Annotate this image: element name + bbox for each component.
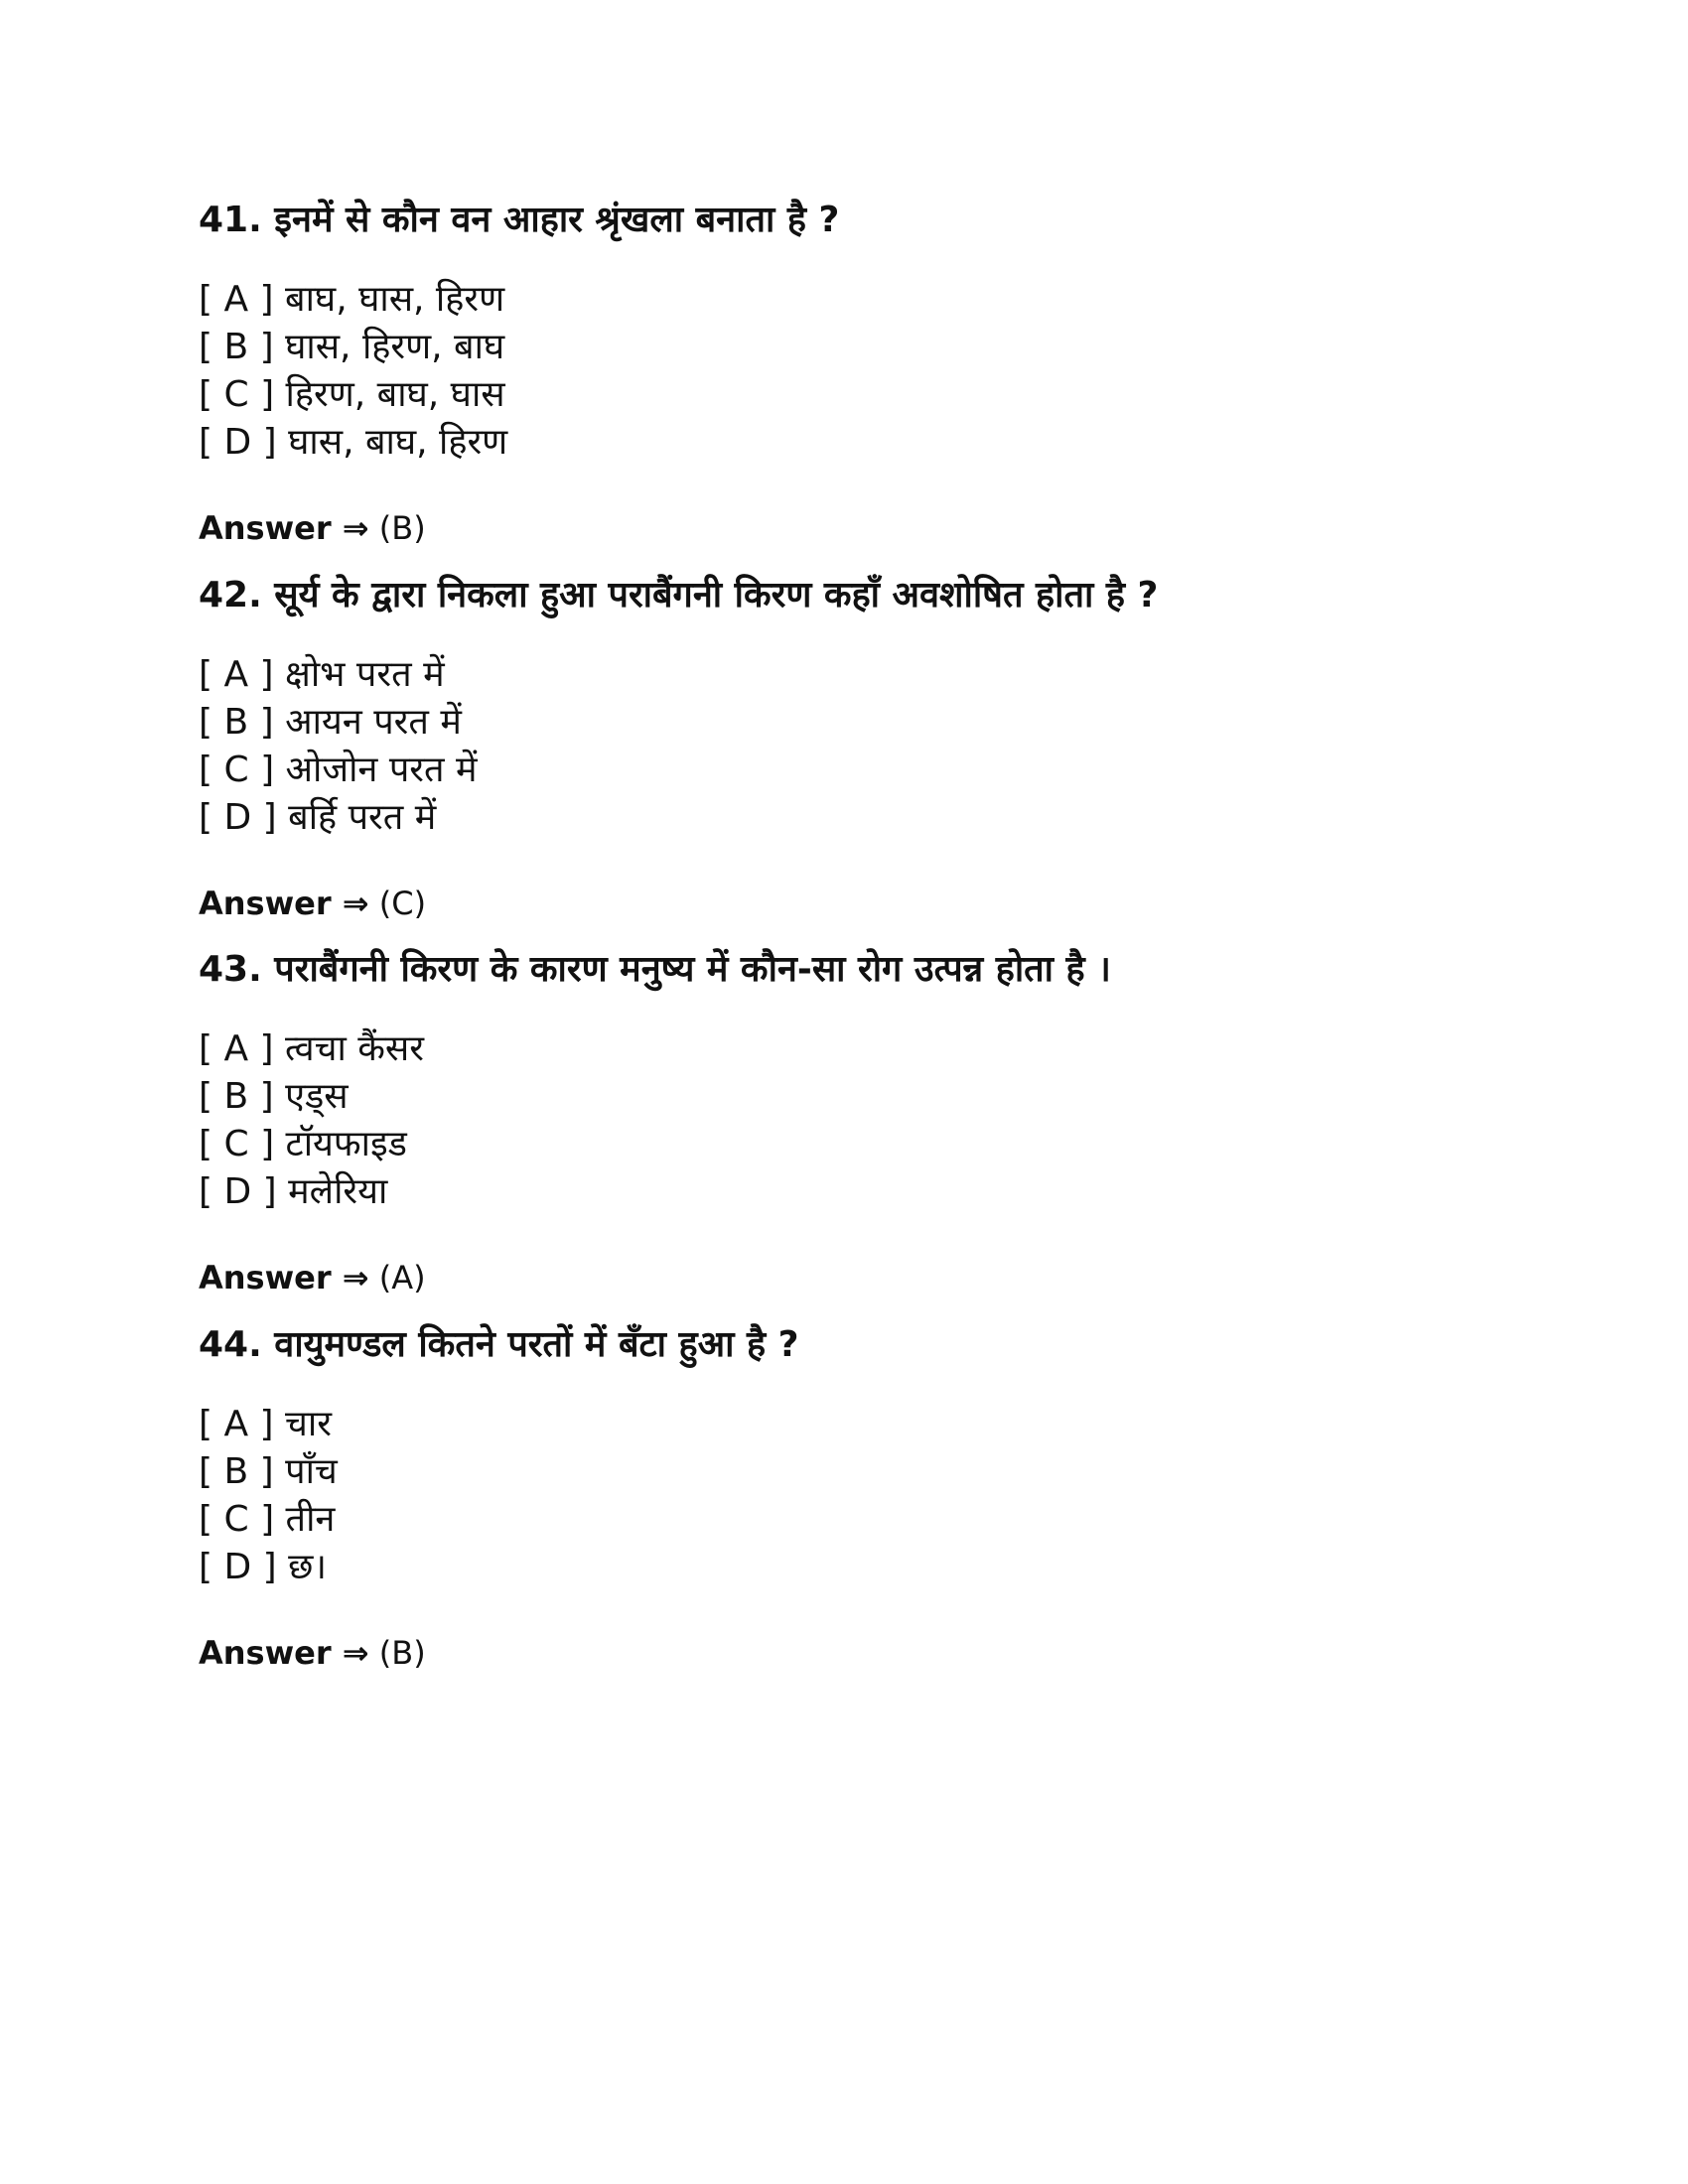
option-d: [ D ] छ।: [199, 1547, 328, 1587]
question-title: 43. पराबैंगनी किरण के कारण मनुष्य में कौन-सा रोग उत्पन्न होता है ।: [199, 949, 1111, 990]
option-c: [ C ] ओजोन परत में: [199, 750, 478, 790]
question-block-44: [199, 1323, 1589, 1673]
option-d: [ D ] घास, बाघ, हिरण: [199, 422, 508, 463]
answer-label: Answer ⇒: [199, 1259, 369, 1297]
question-title: 44. वायुमण्डल कितने परतों में बँटा हुआ है ?: [199, 1324, 799, 1365]
question-title: 41. इनमें से कौन वन आहार श्रृंखला बनाता है ?: [199, 200, 840, 240]
option-a: [ A ] बाघ, घास, हिरण: [199, 279, 505, 320]
option-b: [ B ] आयन परत में: [199, 702, 462, 743]
options-list: [199, 1025, 1589, 1216]
option-a: [ A ] क्षोभ परत में: [199, 654, 445, 695]
answer-line: [199, 1258, 1589, 1297]
question-title: 42. सूर्य के द्वारा निकला हुआ पराबैंगनी किरण कहाँ अवशोषित होता है ?: [199, 575, 1159, 615]
option-c: [ C ] टॉयफाइड: [199, 1124, 407, 1164]
option-a: [ A ] त्वचा कैंसर: [199, 1028, 424, 1069]
option-b: [ B ] घास, हिरण, बाघ: [199, 327, 505, 367]
options-list: [199, 651, 1589, 842]
options-list: [199, 276, 1589, 467]
options-list: [199, 1401, 1589, 1591]
answer-value: (C): [378, 885, 427, 922]
option-b: [ B ] पाँच: [199, 1451, 338, 1492]
answer-line: [199, 508, 1589, 548]
option-c: [ C ] तीन: [199, 1499, 336, 1540]
answer-line: [199, 884, 1589, 923]
answer-label: Answer ⇒: [199, 885, 369, 922]
question-block-42: [199, 574, 1589, 923]
option-a: [ A ] चार: [199, 1404, 332, 1444]
option-d: [ D ] बर्हि परत में: [199, 797, 437, 838]
answer-value: (A): [378, 1259, 426, 1297]
answer-value: (B): [378, 1634, 426, 1672]
answer-label: Answer ⇒: [199, 1634, 369, 1672]
option-b: [ B ] एड्स: [199, 1076, 349, 1117]
answer-value: (B): [378, 509, 426, 547]
question-block-43: [199, 948, 1589, 1297]
answer-line: [199, 1633, 1589, 1673]
answer-label: Answer ⇒: [199, 509, 369, 547]
option-c: [ C ] हिरण, बाघ, घास: [199, 374, 505, 415]
question-block-41: [199, 199, 1589, 548]
option-d: [ D ] मलेरिया: [199, 1171, 388, 1212]
